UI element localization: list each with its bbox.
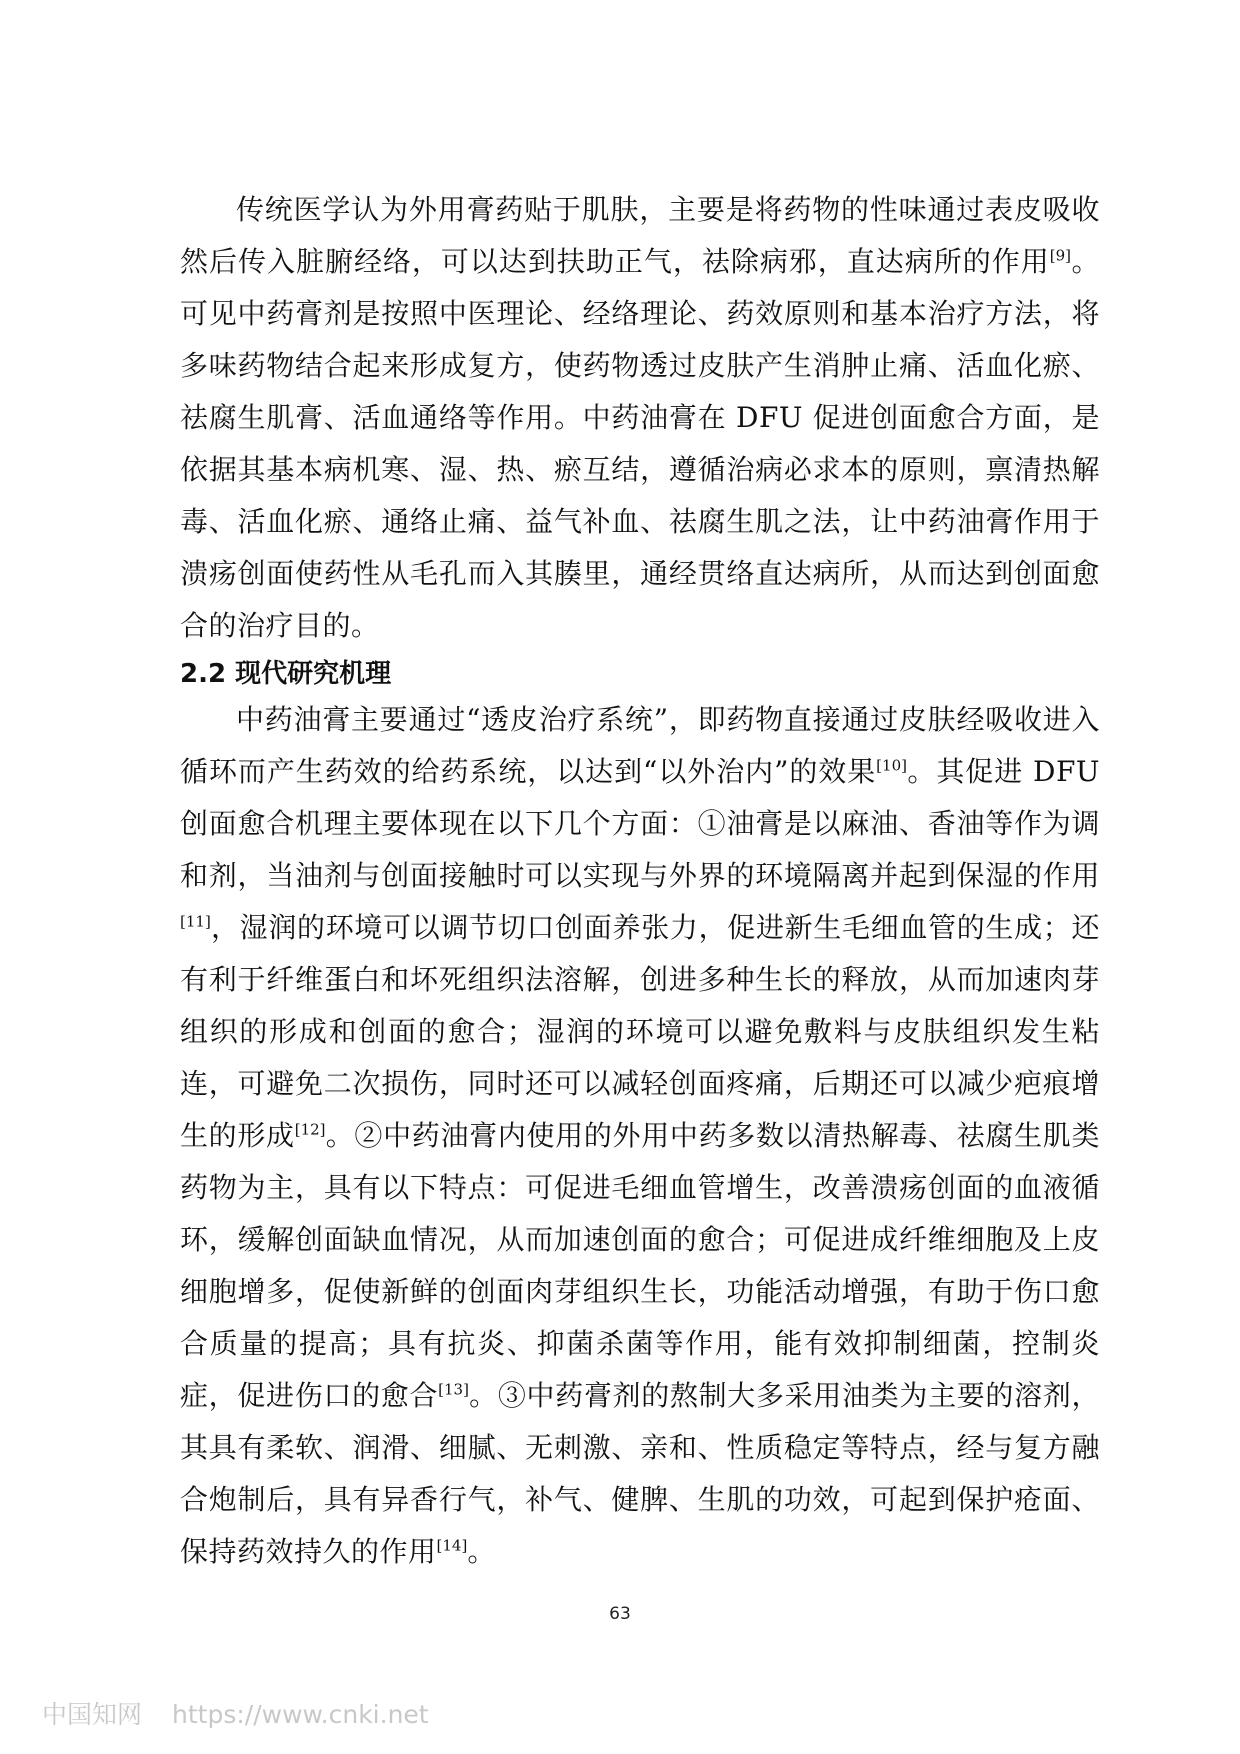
citation-14[interactable]: [14] [436,1536,468,1555]
section-heading: 2.2 现代研究机理 [180,659,392,689]
citation-11[interactable]: [11] [180,912,211,931]
paragraph-text: 。其促进 DFU 创面愈合机理主要体现在以下几个方面：①油膏是以麻油、香油等作为调和剂，当油剂与创面接触时可以实现与外界的环境隔离并起到保湿的作用 [180,755,1100,892]
page-number: 63 [609,1604,631,1624]
paragraph-text: 传统医学认为外用膏药贴于肌肤，主要是将药物的性味通过表皮吸收然后传入脏腑经络，可以达到扶助正气，祛除病邪，直达病所的作用 [180,193,1100,278]
citation-9[interactable]: [9] [1049,246,1071,265]
watermark-url[interactable]: https://www.cnki.net [172,1700,429,1729]
paragraph-text: 。③中药膏剂的熬制大多采用油类为主要的溶剂，其具有柔软、润滑、细腻、无刺激、亲和、性质稳定等特点，经与复方融合炮制后，具有异香行气，补气、健脾、生肌的功效，可起到保护疮面、保持药效持久的作用 [180,1379,1100,1568]
paragraph-text: ，湿润的环境可以调节切口创面养张力，促进新生毛细血管的生成；还有利于纤维蛋白和坏死组织法溶解，创进多种生长的释放，从而加速肉芽组织的形成和创面的愈合；湿润的环境可以避免敷料与皮肤组织发生粘连，可避免二次损伤，同时还可以减轻创面疼痛，后期还可以减少疤痕增生的形成 [180,911,1100,1152]
paragraph-text: 中药油膏主要通过“透皮治疗系统”，即药物直接通过皮肤经吸收进入循环而产生药效的给药系统，以达到“以外治内”的效果 [180,703,1100,788]
paragraph-text: 。②中药油膏内使用的外用中药多数以清热解毒、祛腐生肌类药物为主，具有以下特点：可促进毛细血管增生，改善溃疡创面的血液循环，缓解创面缺血情况，从而加速创面的愈合；可促进成纤维细胞及上皮细胞增多，促使新鲜的创面肉芽组织生长，功能活动增强，有助于伤口愈合质量的提高；具有抗炎、抑菌杀菌等作用，能有效抑制细菌，控制炎症，促进伤口的愈合 [180,1119,1100,1412]
citation-10[interactable]: [10] [876,756,907,775]
paragraph-text: 。 [467,1535,496,1568]
paragraph-text: 。可见中药膏剂是按照中医理论、经络理论、药效原则和基本治疗方法，将多味药物结合起来形成复方，使药物透过皮肤产生消肿止痛、活血化瘀、祛腐生肌膏、活血通络等作用。中药油膏在 DFU 促进创面愈合方面，是依据其基本病机寒、湿、热、瘀互结，遵循治病必求本的原则，禀清热解毒、活血化瘀、通络止痛、益气补血、祛腐生肌之法，让中药油膏作用于溃疡创面使药性从毛孔而入其腠里，通经贯络直达病所，从而达到创面愈合的治疗目的。 [180,245,1100,642]
watermark-site-name: 中国知网 [42,1700,143,1729]
citation-13[interactable]: [13] [438,1380,469,1399]
paragraph-modern-mechanism [180,694,1100,1578]
citation-12[interactable]: [12] [294,1120,326,1139]
paragraph-tcm-theory [180,184,1100,652]
cnki-watermark [42,1695,429,1731]
